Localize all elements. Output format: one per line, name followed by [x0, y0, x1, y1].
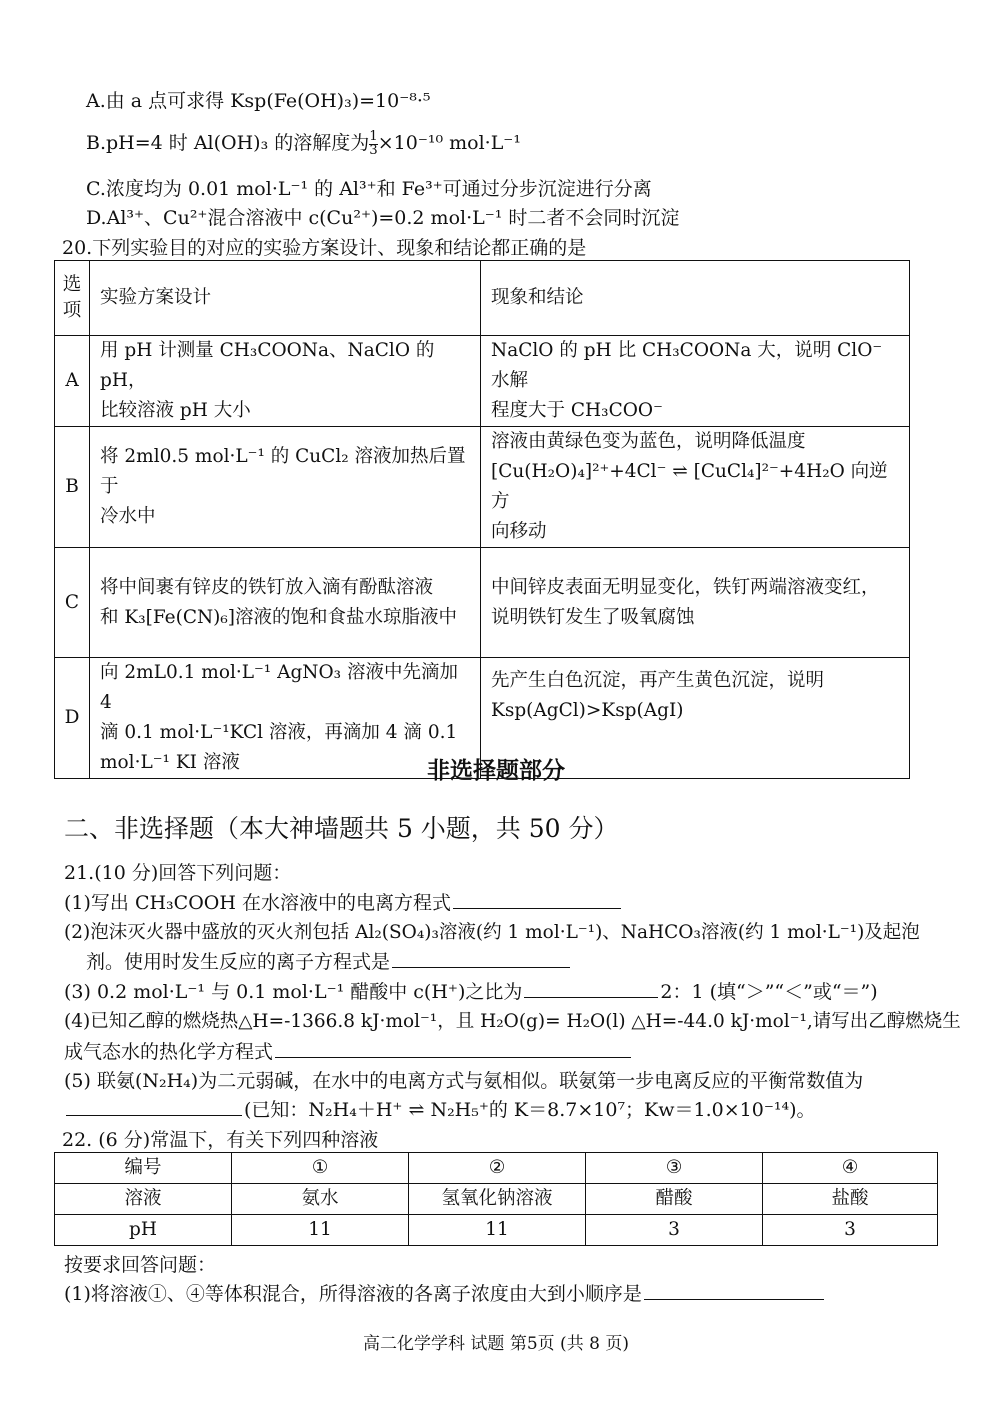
q21-part4-text: 成气态水的热化学方程式	[64, 1041, 274, 1063]
row-result	[481, 427, 910, 548]
result-line: 先产生白色沉淀，再产生黄色沉淀，说明	[491, 670, 825, 691]
result-line: 向移动	[491, 521, 547, 542]
design-line: 将 2ml0.5 mol·L⁻¹ 的 CuCl₂ 溶液加热后置于	[100, 446, 466, 497]
q21-part2-line1: (2)泡沫灭火器中盛放的灭火剂包括 Al₂(SO₄)₃溶液(约 1 mol·L⁻¹)、NaHCO₃溶液(约 1 mol·L⁻¹)及起泡	[64, 922, 920, 943]
q21-part2-line2	[86, 947, 572, 974]
table-cell: ④	[763, 1153, 938, 1184]
row-option: B	[55, 427, 90, 548]
q19-option-c: C.浓度均为 0.01 mol·L⁻¹ 的 Al³⁺和 Fe³⁺可通过分步沉淀进行分离	[86, 178, 652, 200]
row-design	[90, 336, 481, 427]
q19-option-d: D.Al³⁺、Cu²⁺混合溶液中 c(Cu²⁺)=0.2 mol·L⁻¹ 时二者不会同时沉淀	[86, 207, 680, 229]
design-line: 和 K₃[Fe(CN)₆]溶液的饱和食盐水琼脂液中	[100, 606, 458, 628]
table-cell: 醋酸	[586, 1184, 763, 1215]
q22-table	[54, 1152, 938, 1246]
answer-blank[interactable]	[66, 1114, 242, 1116]
result-line: Ksp(AgCl)>Ksp(AgI)	[491, 700, 684, 721]
q22-instruction: 按要求回答问题：	[64, 1254, 217, 1276]
row-result	[481, 548, 910, 658]
design-line: 向 2mL0.1 mol·L⁻¹ AgNO₃ 溶液中先滴加 4	[100, 662, 458, 713]
fraction-numerator: 1	[369, 128, 378, 144]
design-line: 滴 0.1 mol·L⁻¹KCl 溶液，再滴加 4 滴 0.1	[100, 722, 458, 743]
table-cell: 盐酸	[763, 1184, 938, 1215]
design-line: mol·L⁻¹ KI 溶液	[100, 752, 240, 773]
table-cell: 3	[763, 1215, 938, 1246]
answer-blank[interactable]	[453, 907, 621, 909]
answer-blank[interactable]	[275, 1056, 631, 1058]
q22-stem: 22. (6 分)常温下，有关下列四种溶液	[62, 1129, 379, 1151]
header-design: 实验方案设计	[90, 261, 481, 336]
q21-part5-line1: (5) 联氨(N₂H₄)为二元弱碱，在水中的电离方式与氨相似。联氨第一步电离反应的平衡常数值为	[64, 1070, 864, 1092]
table-header-row	[55, 261, 910, 336]
section-heading: 二、非选择题（本大神墙题共 5 小题，共 50 分）	[64, 814, 619, 843]
q21-part1-text: (1)写出 CH₃COOH 在水溶液中的电离方程式	[64, 892, 451, 914]
q21-part2-text: 剂。使用时发生反应的离子方程式是	[86, 951, 391, 973]
design-line: 用 pH 计测量 CH₃COONa、NaClO 的 pH，	[100, 340, 435, 391]
table-cell: 11	[232, 1215, 409, 1246]
table-cell: 氨水	[232, 1184, 409, 1215]
result-line: 中间锌皮表面无明显变化，铁钉两端溶液变红，	[491, 576, 880, 598]
q21-part5-line2	[64, 1095, 816, 1122]
answer-blank[interactable]	[392, 966, 570, 968]
row-option: C	[55, 548, 90, 658]
table-cell: 3	[586, 1215, 763, 1246]
table-row	[55, 336, 910, 427]
table-cell: 氢氧化钠溶液	[409, 1184, 586, 1215]
table-row	[55, 1184, 938, 1215]
q22-part1-text: (1)将溶液①、④等体积混合，所得溶液的各离子浓度由大到小顺序是	[64, 1283, 642, 1305]
q19-option-b-suffix: ×10⁻¹⁰ mol·L⁻¹	[377, 132, 521, 154]
q19-option-b	[86, 128, 521, 157]
table-row	[55, 548, 910, 658]
design-line: 将中间裹有锌皮的铁钉放入滴有酚酞溶液	[100, 576, 434, 598]
header-option: 选 项	[55, 261, 90, 336]
result-line: 程度大于 CH₃COO⁻	[491, 400, 663, 421]
answer-blank[interactable]	[644, 1298, 824, 1300]
table-cell: 溶液	[55, 1184, 232, 1215]
table-cell: ③	[586, 1153, 763, 1184]
page-footer: 高二化学学科 试题 第5页 (共 8 页)	[363, 1334, 629, 1354]
result-line: 溶液由黄绿色变为蓝色，说明降低温度	[491, 431, 806, 452]
q20-stem: 20.下列实验目的对应的实验方案设计、现象和结论都正确的是	[62, 237, 587, 259]
table-row	[55, 1215, 938, 1246]
design-line: 冷水中	[100, 506, 156, 527]
design-line: 比较溶液 pH 大小	[100, 400, 251, 421]
row-result	[481, 336, 910, 427]
table-cell: ①	[232, 1153, 409, 1184]
q21-part1	[64, 888, 623, 915]
q21-part3	[64, 977, 878, 1004]
q20-table	[54, 260, 910, 779]
answer-blank[interactable]	[524, 996, 658, 998]
table-row	[55, 427, 910, 548]
result-line: 说明铁钉发生了吸氧腐蚀	[491, 606, 695, 628]
row-option: A	[55, 336, 90, 427]
q19-option-b-prefix: B.pH=4 时 Al(OH)₃ 的溶解度为	[86, 132, 370, 154]
q21-part4-line1: (4)已知乙醇的燃烧热△H=-1366.8 kJ·mol⁻¹，且 H₂O(g)= H₂O(l) △H=-44.0 kJ·mol⁻¹,请写出乙醇燃烧生	[64, 1011, 961, 1032]
header-result: 现象和结论	[481, 261, 910, 336]
row-design	[90, 427, 481, 548]
result-line: NaClO 的 pH 比 CH₃COONa 大，说明 ClO⁻水解	[491, 340, 883, 391]
q21-stem: 21.(10 分)回答下列问题：	[64, 862, 292, 884]
part-title: 非选择题部分	[427, 757, 565, 784]
row-option: D	[55, 658, 90, 779]
table-cell: 11	[409, 1215, 586, 1246]
result-line: [Cu(H₂O)₄]²⁺+4Cl⁻ ⇌ [CuCl₄]²⁻+4H₂O 向逆方	[491, 461, 888, 512]
table-row	[55, 1153, 938, 1184]
q19-option-a: A.由 a 点可求得 Ksp(Fe(OH)₃)=10⁻⁸·⁵	[86, 90, 431, 112]
table-cell: 编号	[55, 1153, 232, 1184]
q21-part4-line2	[64, 1037, 633, 1064]
fraction-denominator: 3	[369, 142, 378, 158]
table-cell: pH	[55, 1215, 232, 1246]
row-design	[90, 548, 481, 658]
q21-part5-text: (已知：N₂H₄＋H⁺ ⇌ N₂H₅⁺的 K＝8.7×10⁷；Kw＝1.0×10⁻¹⁴)。	[244, 1099, 816, 1121]
table-cell: ②	[409, 1153, 586, 1184]
q21-part3-suffix: 2：1 (填“＞”“＜”或“＝”)	[660, 981, 878, 1003]
q21-part3-prefix: (3) 0.2 mol·L⁻¹ 与 0.1 mol·L⁻¹ 醋酸中 c(H⁺)之比为	[64, 981, 523, 1003]
q22-part1	[64, 1279, 826, 1306]
fraction	[369, 128, 378, 158]
